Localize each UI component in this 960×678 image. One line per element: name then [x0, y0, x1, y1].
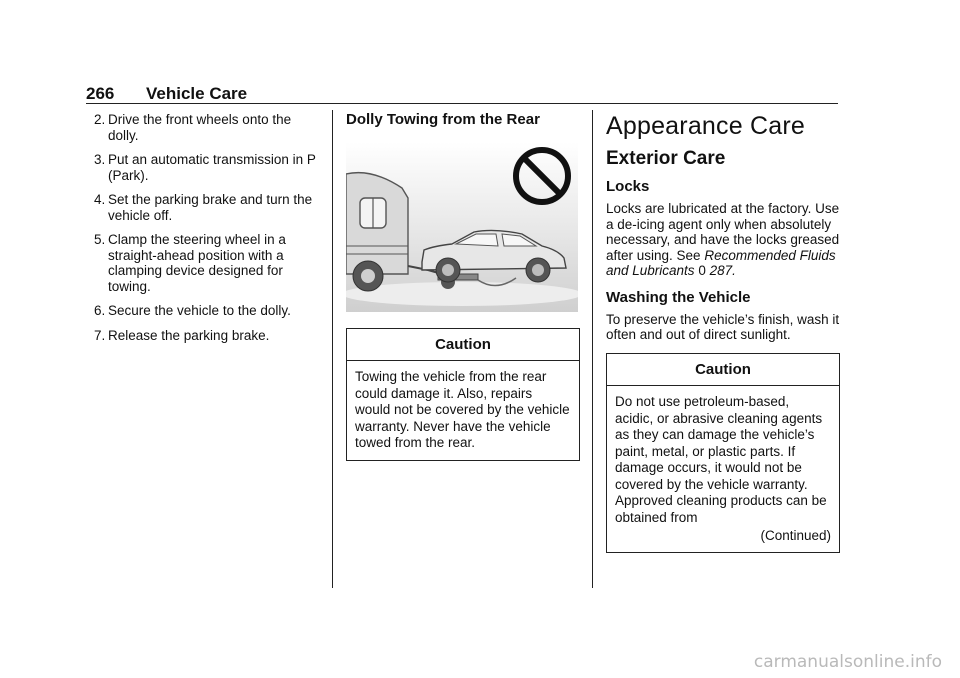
column-divider-left [332, 110, 333, 588]
caution-title: Caution [347, 329, 579, 362]
dolly-towing-heading: Dolly Towing from the Rear [346, 111, 540, 128]
dolly-towing-illustration [346, 142, 578, 312]
locks-heading: Locks [606, 178, 650, 195]
list-item: 7. Release the parking brake. [94, 327, 270, 343]
washing-heading: Washing the Vehicle [606, 288, 751, 306]
list-item: 3. Put an automatic transmission in P (Park). [94, 152, 316, 183]
caution-text: Do not use petroleum-based, acidic, or abrasive cleaning agents as they can damage the vehicle’s paint, metal, or plastic parts. If damage occurs, it would not be covered by the vehicle warranty. Approved cleaning products can be obtained from [615, 394, 827, 525]
section-title: Vehicle Care [146, 84, 248, 103]
towing-steps-list [86, 112, 324, 343]
fluids-reference-link[interactable]: Recommended Fluids and Lubricants [606, 247, 836, 278]
list-item: 4. Set the parking brake and turn the vehicle off. [94, 192, 313, 223]
header-rule [86, 103, 838, 104]
appearance-care-title: Appearance Care [606, 112, 805, 140]
caution-text: Towing the vehicle from the rear could damage it. Also, repairs would not be covered by the vehicle warranty. Never have the vehicle towed from the rear. [355, 369, 570, 450]
right-column [606, 112, 840, 553]
column-divider-right [592, 110, 593, 588]
page-reference[interactable]: 287 [709, 263, 733, 278]
middle-column [346, 112, 580, 461]
caution-title: Caution [607, 354, 839, 387]
exterior-care-heading: Exterior Care [606, 148, 726, 169]
watermark: carmanualsonline.info [753, 652, 942, 672]
washing-paragraph: To preserve the vehicle’s finish, wash it often and out of direct sunlight. [606, 311, 840, 342]
list-item: 2. Drive the front wheels onto the dolly. [94, 112, 292, 143]
left-column [86, 112, 324, 352]
list-item: 6. Secure the vehicle to the dolly. [94, 303, 291, 318]
caution-box-cleaning [606, 353, 840, 553]
page-header [86, 84, 838, 104]
list-item: 5. Clamp the steering wheel in a straight-ahead position with a clamping device designed for towing. [94, 232, 286, 294]
page-number: 266 [86, 84, 115, 103]
locks-paragraph: Locks are lubricated at the factory. Use a de-icing agent only when absolutely necessary, and have the locks greased after using. See Recommended Fluids and Lubricants 0 287. [606, 201, 840, 278]
caution-box-rear-towing [346, 328, 580, 461]
page-reference-icon: 0 [698, 263, 706, 278]
continued-label: (Continued) [760, 528, 831, 543]
